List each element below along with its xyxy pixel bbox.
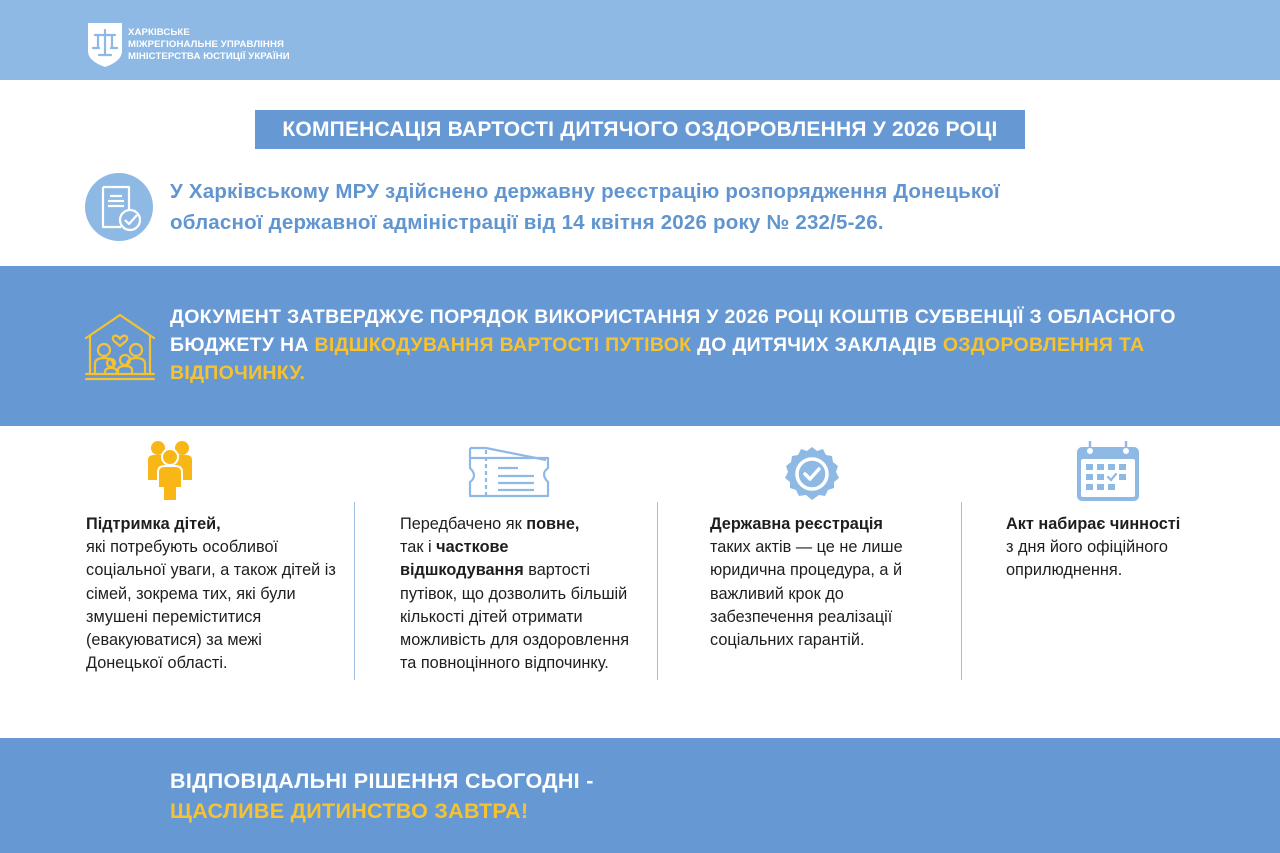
column-heading: Державна реєстрація (710, 515, 883, 533)
header-band (0, 0, 1280, 80)
column-heading: Акт набирає чинності (1006, 515, 1181, 533)
column-body: так і (400, 538, 437, 557)
people-group-icon (146, 440, 194, 502)
slogan-line-2: ЩАСЛИВЕ ДИТИНСТВО ЗАВТРА! (170, 799, 529, 823)
slogan (170, 766, 594, 826)
column-compensation (400, 513, 630, 675)
registration-statement (170, 176, 1170, 238)
verified-badge-icon (784, 446, 840, 502)
org-name (128, 27, 290, 63)
org-logo (86, 21, 290, 69)
column-support-children (86, 513, 336, 675)
column-divider (657, 502, 658, 680)
org-name-line: ХАРКІВСЬКЕ (128, 27, 190, 38)
registration-line: обласної державної адміністрації від 14 квітня 2026 року № 232/5-26. (170, 211, 884, 234)
org-name-line: МІЖРЕГІОНАЛЬНЕ УПРАВЛІННЯ (128, 39, 284, 50)
column-body: вартості путівок, що дозволить більшій кількості дітей отримати можливість для оздоровлення та повноцінного відпочинку. (400, 561, 630, 673)
column-entry-into-force (1006, 513, 1246, 583)
page-title: КОМПЕНСАЦІЯ ВАРТОСТІ ДИТЯЧОГО ОЗДОРОВЛЕННЯ У 2026 РОЦІ (255, 110, 1025, 149)
column-bold: часткове відшкодування (400, 538, 524, 580)
scales-shield-icon (86, 21, 124, 69)
summary-text: ДО ДИТЯЧИХ ЗАКЛАДІВ (691, 334, 943, 356)
column-body: Передбачено як (400, 515, 527, 533)
column-body: таких актів — це не лише юридична процедура, а й важливий крок до забезпечення реалізації соціальних гарантій. (710, 538, 903, 650)
column-heading: Підтримка дітей, (86, 515, 221, 533)
slogan-line-1: ВІДПОВІДАЛЬНІ РІШЕННЯ СЬОГОДНІ - (170, 769, 594, 793)
column-body: які потребують особливої соціальної уваги, а також дітей із сімей, зокрема тих, які були змушені переміститися (евакуюватися) за межі Донецької області. (86, 538, 336, 673)
org-name-line: МІНІСТЕРСТВА ЮСТИЦІЇ УКРАЇНИ (128, 51, 290, 62)
document-summary (170, 303, 1210, 387)
summary-highlight: ОЗДОРОВЛЕННЯ ТА ВІДПОЧИНКУ. (170, 334, 1145, 384)
calendar-check-icon (1076, 440, 1140, 502)
family-house-icon (84, 312, 156, 382)
column-divider (961, 502, 962, 680)
ticket-icon (468, 446, 550, 498)
column-body: з дня його офіційного оприлюднення. (1006, 538, 1168, 580)
summary-text: ДОКУМЕНТ ЗАТВЕРДЖУЄ ПОРЯДОК ВИКОРИСТАННЯ У 2026 РОЦІ КОШТІВ СУБВЕНЦІЇ З ОБЛАСНОГО БЮДЖЕТУ НА (170, 306, 1176, 356)
column-state-registration (710, 513, 940, 652)
summary-highlight: ВІДШКОДУВАННЯ ВАРТОСТІ ПУТІВОК (314, 334, 692, 356)
registration-line: У Харківському МРУ здійснено державну реєстрацію розпорядження Донецької (170, 180, 1000, 203)
document-check-icon (85, 173, 153, 241)
column-bold: повне, (526, 515, 580, 533)
column-divider (354, 502, 355, 680)
